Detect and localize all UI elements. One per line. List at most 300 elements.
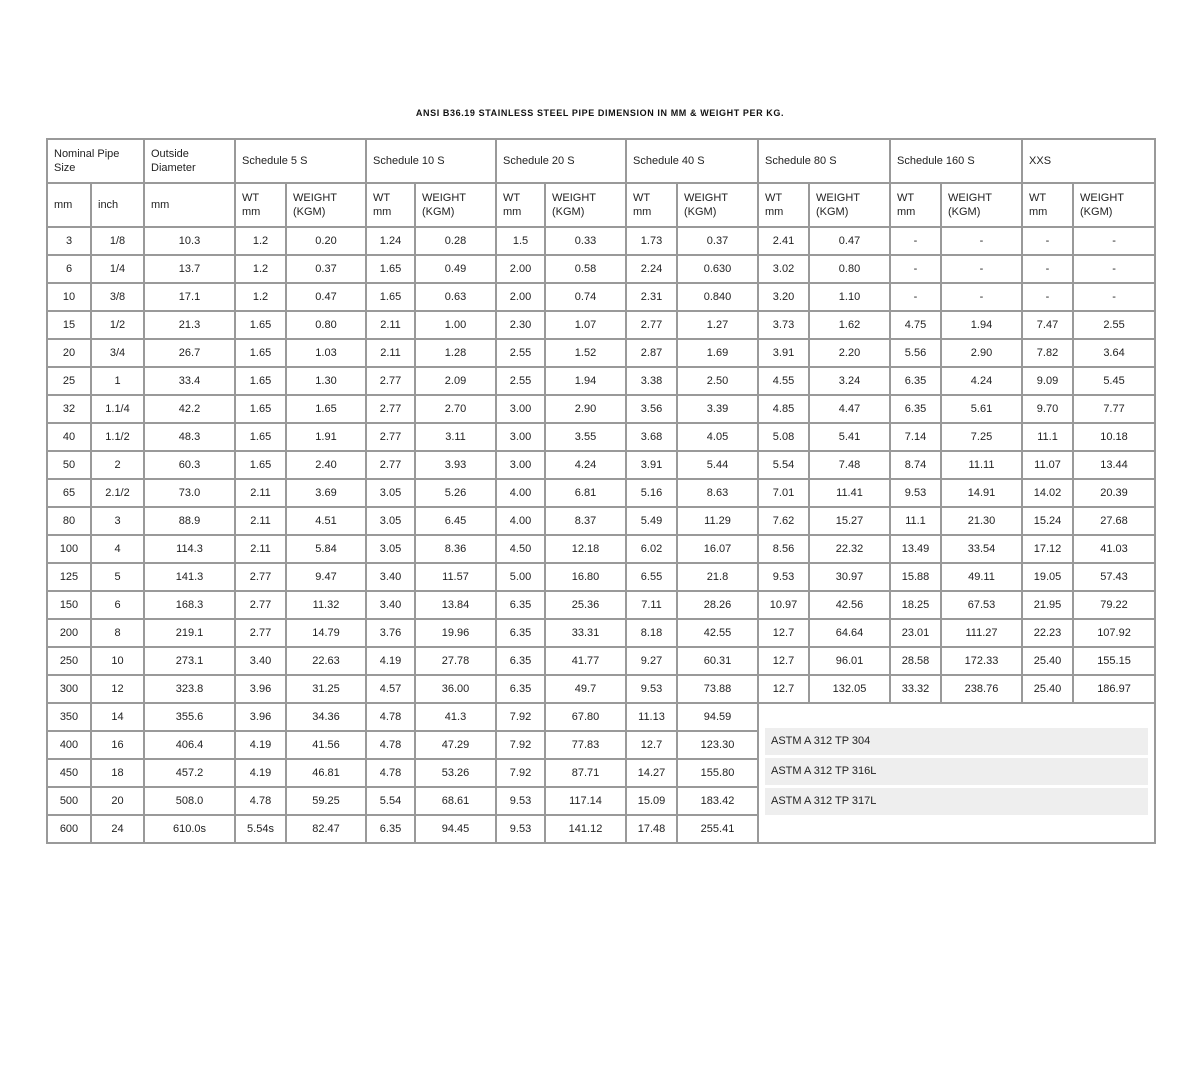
table-cell: 2.90 <box>545 395 626 423</box>
table-cell: 1.65 <box>235 367 286 395</box>
table-cell: 168.3 <box>144 591 235 619</box>
table-cell: 47.29 <box>415 731 496 759</box>
table-cell: 3.93 <box>415 451 496 479</box>
table-cell: 7.92 <box>496 731 545 759</box>
table-cell: 400 <box>47 731 91 759</box>
table-cell: 0.33 <box>545 227 626 255</box>
table-cell: 9.53 <box>626 675 677 703</box>
table-cell: 12.7 <box>758 619 809 647</box>
table-cell: 141.3 <box>144 563 235 591</box>
table-cell: 1.28 <box>415 339 496 367</box>
table-cell: 16.80 <box>545 563 626 591</box>
table-cell: 27.78 <box>415 647 496 675</box>
table-cell: - <box>1073 255 1155 283</box>
table-cell: 2.87 <box>626 339 677 367</box>
table-cell: 1/2 <box>91 311 144 339</box>
table-cell: 1.65 <box>235 451 286 479</box>
table-cell: 4.19 <box>235 759 286 787</box>
table-cell: 80 <box>47 507 91 535</box>
table-cell: 2 <box>91 451 144 479</box>
astm-specs-panel <box>758 703 1155 843</box>
schedule-5s-header: Schedule 5 S <box>235 139 366 183</box>
table-cell: 2.77 <box>235 619 286 647</box>
table-cell: 7.82 <box>1022 339 1073 367</box>
table-cell: 5.16 <box>626 479 677 507</box>
table-cell: 6.35 <box>890 367 941 395</box>
table-cell: 4.78 <box>235 787 286 815</box>
table-cell: 3.02 <box>758 255 809 283</box>
table-cell: 9.09 <box>1022 367 1073 395</box>
table-cell: 11.13 <box>626 703 677 731</box>
table-cell: 0.47 <box>286 283 366 311</box>
table-cell: 4.24 <box>545 451 626 479</box>
table-cell: 7.11 <box>626 591 677 619</box>
table-cell: 73.0 <box>144 479 235 507</box>
table-row <box>47 255 1155 283</box>
table-cell: 41.3 <box>415 703 496 731</box>
table-cell: 3.05 <box>366 479 415 507</box>
table-row <box>47 563 1155 591</box>
table-cell: 114.3 <box>144 535 235 563</box>
table-cell: 14.27 <box>626 759 677 787</box>
table-cell: 2.20 <box>809 339 890 367</box>
table-cell: 87.71 <box>545 759 626 787</box>
table-cell: 4.24 <box>941 367 1022 395</box>
table-cell: 7.25 <box>941 423 1022 451</box>
table-cell: 9.47 <box>286 563 366 591</box>
table-cell: 16.07 <box>677 535 758 563</box>
table-cell: 1.2 <box>235 255 286 283</box>
table-cell: 22.23 <box>1022 619 1073 647</box>
table-cell: 26.7 <box>144 339 235 367</box>
inch-subheader: inch <box>91 183 144 227</box>
table-cell: 6.35 <box>496 619 545 647</box>
table-cell: 2.77 <box>235 563 286 591</box>
table-cell: 1.30 <box>286 367 366 395</box>
table-cell: 1.10 <box>809 283 890 311</box>
table-cell: 610.0s <box>144 815 235 843</box>
table-cell: 300 <box>47 675 91 703</box>
table-cell: 3.20 <box>758 283 809 311</box>
table-cell: 3.40 <box>366 563 415 591</box>
table-cell: 12.7 <box>626 731 677 759</box>
table-cell: 0.80 <box>286 311 366 339</box>
table-cell: 9.70 <box>1022 395 1073 423</box>
table-cell: 6.35 <box>496 591 545 619</box>
table-cell: 3.00 <box>496 423 545 451</box>
wt-mm-subheader: WT mm <box>1022 183 1073 227</box>
table-cell: 11.57 <box>415 563 496 591</box>
table-cell: 15.27 <box>809 507 890 535</box>
table-cell: 10.97 <box>758 591 809 619</box>
table-cell: 2.24 <box>626 255 677 283</box>
table-cell: 2.77 <box>235 591 286 619</box>
table-cell: 3.73 <box>758 311 809 339</box>
table-cell: 16 <box>91 731 144 759</box>
table-row <box>47 451 1155 479</box>
table-cell: 3/4 <box>91 339 144 367</box>
table-cell: 117.14 <box>545 787 626 815</box>
table-row <box>47 619 1155 647</box>
table-cell: 6.02 <box>626 535 677 563</box>
table-row <box>47 227 1155 255</box>
table-cell: 186.97 <box>1073 675 1155 703</box>
table-cell: 49.11 <box>941 563 1022 591</box>
table-cell: 13.7 <box>144 255 235 283</box>
table-cell: 1.2 <box>235 283 286 311</box>
table-cell: 2.77 <box>366 395 415 423</box>
table-cell: 0.49 <box>415 255 496 283</box>
schedule-80s-header: Schedule 80 S <box>758 139 890 183</box>
table-cell: 4.50 <box>496 535 545 563</box>
table-cell: 2.00 <box>496 283 545 311</box>
table-cell: 14.02 <box>1022 479 1073 507</box>
table-cell: 94.45 <box>415 815 496 843</box>
table-cell: 59.25 <box>286 787 366 815</box>
table-cell: 3 <box>47 227 91 255</box>
table-cell: 40 <box>47 423 91 451</box>
table-cell: 107.92 <box>1073 619 1155 647</box>
table-cell: 11.07 <box>1022 451 1073 479</box>
table-cell: 123.30 <box>677 731 758 759</box>
table-cell: 33.4 <box>144 367 235 395</box>
table-cell: 0.58 <box>545 255 626 283</box>
table-cell: 2.00 <box>496 255 545 283</box>
table-cell: 183.42 <box>677 787 758 815</box>
table-cell: 5.54 <box>758 451 809 479</box>
table-cell: 9.53 <box>890 479 941 507</box>
table-cell: 2.55 <box>496 367 545 395</box>
table-cell: - <box>1073 283 1155 311</box>
table-cell: 88.9 <box>144 507 235 535</box>
table-cell: 5 <box>91 563 144 591</box>
table-cell: 3.55 <box>545 423 626 451</box>
wt-mm-subheader: WT mm <box>366 183 415 227</box>
table-cell: 19.05 <box>1022 563 1073 591</box>
table-cell: 33.54 <box>941 535 1022 563</box>
table-cell: 60.31 <box>677 647 758 675</box>
table-cell: 1.03 <box>286 339 366 367</box>
table-cell: 7.92 <box>496 703 545 731</box>
table-cell: 6 <box>91 591 144 619</box>
table-cell: 6.35 <box>366 815 415 843</box>
table-cell: 125 <box>47 563 91 591</box>
astm-spec-item: ASTM A 312 TP 316L <box>765 758 1148 785</box>
table-cell: 3.11 <box>415 423 496 451</box>
table-cell: 9.27 <box>626 647 677 675</box>
table-cell: 2.40 <box>286 451 366 479</box>
table-cell: 14.91 <box>941 479 1022 507</box>
table-cell: 12.18 <box>545 535 626 563</box>
table-cell: 8.63 <box>677 479 758 507</box>
table-cell: 5.08 <box>758 423 809 451</box>
table-cell: 6.35 <box>890 395 941 423</box>
table-cell: 450 <box>47 759 91 787</box>
table-cell: 1.5 <box>496 227 545 255</box>
table-cell: 77.83 <box>545 731 626 759</box>
table-cell: 5.61 <box>941 395 1022 423</box>
table-cell: 5.54 <box>366 787 415 815</box>
table-cell: 2.11 <box>366 339 415 367</box>
table-cell: - <box>890 255 941 283</box>
table-cell: 14 <box>91 703 144 731</box>
table-cell: 5.84 <box>286 535 366 563</box>
table-cell: 1.65 <box>235 395 286 423</box>
table-cell: 1.65 <box>366 283 415 311</box>
table-cell: 2.11 <box>366 311 415 339</box>
table-cell: 3.39 <box>677 395 758 423</box>
table-cell: 200 <box>47 619 91 647</box>
table-cell: 1.1/2 <box>91 423 144 451</box>
table-cell: 42.55 <box>677 619 758 647</box>
table-cell: 238.76 <box>941 675 1022 703</box>
table-row <box>47 647 1155 675</box>
document-title: ANSI B36.19 STAINLESS STEEL PIPE DIMENSION IN MM & WEIGHT PER KG. <box>415 108 785 118</box>
table-cell: 32 <box>47 395 91 423</box>
table-cell: 31.25 <box>286 675 366 703</box>
weight-kgm-subheader: WEIGHT (KGM) <box>677 183 758 227</box>
table-cell: 13.44 <box>1073 451 1155 479</box>
table-cell: 2.11 <box>235 479 286 507</box>
table-row <box>47 535 1155 563</box>
wt-mm-subheader: WT mm <box>235 183 286 227</box>
table-cell: 67.80 <box>545 703 626 731</box>
table-cell: 3/8 <box>91 283 144 311</box>
table-row <box>47 283 1155 311</box>
table-cell: 23.01 <box>890 619 941 647</box>
table-cell: 500 <box>47 787 91 815</box>
table-cell: 25.40 <box>1022 647 1073 675</box>
table-cell: 1 <box>91 367 144 395</box>
pipe-dimension-table <box>46 138 1156 844</box>
table-cell: 17.48 <box>626 815 677 843</box>
table-cell: 5.45 <box>1073 367 1155 395</box>
table-cell: 15.09 <box>626 787 677 815</box>
table-cell: 22.32 <box>809 535 890 563</box>
table-cell: 457.2 <box>144 759 235 787</box>
table-cell: 4.19 <box>235 731 286 759</box>
table-cell: 219.1 <box>144 619 235 647</box>
table-cell: 350 <box>47 703 91 731</box>
table-cell: 2.55 <box>496 339 545 367</box>
table-cell: 15.24 <box>1022 507 1073 535</box>
table-cell: 6.45 <box>415 507 496 535</box>
table-cell: 6.55 <box>626 563 677 591</box>
table-cell: 1.2 <box>235 227 286 255</box>
od-mm-subheader: mm <box>144 183 235 227</box>
outside-diameter-header: Outside Diameter <box>144 139 235 183</box>
table-cell: 4.00 <box>496 507 545 535</box>
table-cell: 65 <box>47 479 91 507</box>
table-cell: 3.96 <box>235 675 286 703</box>
table-cell: 46.81 <box>286 759 366 787</box>
table-cell: 10.18 <box>1073 423 1155 451</box>
table-cell: 12.7 <box>758 647 809 675</box>
table-cell: 1.27 <box>677 311 758 339</box>
table-cell: 7.48 <box>809 451 890 479</box>
table-cell: 7.01 <box>758 479 809 507</box>
table-cell: - <box>1022 283 1073 311</box>
table-cell: 50 <box>47 451 91 479</box>
table-cell: 4.51 <box>286 507 366 535</box>
table-cell: 172.33 <box>941 647 1022 675</box>
table-cell: 3.05 <box>366 535 415 563</box>
table-row <box>47 367 1155 395</box>
table-cell: 33.32 <box>890 675 941 703</box>
table-cell: - <box>1022 255 1073 283</box>
table-cell: 2.77 <box>366 423 415 451</box>
table-cell: 6.81 <box>545 479 626 507</box>
weight-kgm-subheader: WEIGHT (KGM) <box>415 183 496 227</box>
table-cell: 255.41 <box>677 815 758 843</box>
table-row <box>47 311 1155 339</box>
table-cell: 4.75 <box>890 311 941 339</box>
table-cell: 1.62 <box>809 311 890 339</box>
table-cell: - <box>941 283 1022 311</box>
table-row <box>47 395 1155 423</box>
table-cell: 6.35 <box>496 647 545 675</box>
table-cell: 5.41 <box>809 423 890 451</box>
table-cell: 13.84 <box>415 591 496 619</box>
table-cell: 2.11 <box>235 535 286 563</box>
table-cell: 27.68 <box>1073 507 1155 535</box>
table-cell: 2.41 <box>758 227 809 255</box>
table-cell: - <box>941 255 1022 283</box>
table-cell: 49.7 <box>545 675 626 703</box>
table-cell: 7.92 <box>496 759 545 787</box>
table-cell: 82.47 <box>286 815 366 843</box>
table-cell: 1.65 <box>235 339 286 367</box>
table-cell: 9.53 <box>496 787 545 815</box>
weight-kgm-subheader: WEIGHT (KGM) <box>809 183 890 227</box>
table-cell: 2.1/2 <box>91 479 144 507</box>
table-cell: 2.50 <box>677 367 758 395</box>
schedule-xxs-header: XXS <box>1022 139 1155 183</box>
table-cell: 25.40 <box>1022 675 1073 703</box>
table-cell: 150 <box>47 591 91 619</box>
table-cell: 20 <box>47 339 91 367</box>
table-cell: 1.07 <box>545 311 626 339</box>
table-cell: 25.36 <box>545 591 626 619</box>
table-cell: 0.20 <box>286 227 366 255</box>
table-cell: 15.88 <box>890 563 941 591</box>
table-row <box>47 339 1155 367</box>
table-cell: 7.62 <box>758 507 809 535</box>
table-cell: 5.54s <box>235 815 286 843</box>
table-cell: 4.78 <box>366 731 415 759</box>
table-cell: 20.39 <box>1073 479 1155 507</box>
table-row <box>47 591 1155 619</box>
table-cell: 18.25 <box>890 591 941 619</box>
table-cell: 3.69 <box>286 479 366 507</box>
table-cell: 3.40 <box>366 591 415 619</box>
table-cell: 3.05 <box>366 507 415 535</box>
table-cell: 4 <box>91 535 144 563</box>
table-cell: 2.09 <box>415 367 496 395</box>
schedule-160s-header: Schedule 160 S <box>890 139 1022 183</box>
table-cell: 8.56 <box>758 535 809 563</box>
table-cell: 5.44 <box>677 451 758 479</box>
table-row <box>47 703 1155 731</box>
table-cell: 41.77 <box>545 647 626 675</box>
wt-mm-subheader: WT mm <box>496 183 545 227</box>
table-cell: 8.74 <box>890 451 941 479</box>
table-cell: 2.77 <box>366 451 415 479</box>
table-cell: 14.79 <box>286 619 366 647</box>
table-cell: 2.55 <box>1073 311 1155 339</box>
table-cell: 355.6 <box>144 703 235 731</box>
table-cell: 21.30 <box>941 507 1022 535</box>
table-row <box>47 479 1155 507</box>
table-cell: 17.12 <box>1022 535 1073 563</box>
table-row <box>47 423 1155 451</box>
table-cell: 4.55 <box>758 367 809 395</box>
table-cell: 67.53 <box>941 591 1022 619</box>
table-cell: 5.49 <box>626 507 677 535</box>
table-cell: 4.19 <box>366 647 415 675</box>
table-cell: 1.52 <box>545 339 626 367</box>
table-cell: 3.91 <box>626 451 677 479</box>
table-cell: 36.00 <box>415 675 496 703</box>
table-cell: 0.74 <box>545 283 626 311</box>
table-cell: 250 <box>47 647 91 675</box>
table-cell: 1.1/4 <box>91 395 144 423</box>
table-cell: 57.43 <box>1073 563 1155 591</box>
table-cell: 11.11 <box>941 451 1022 479</box>
weight-kgm-subheader: WEIGHT (KGM) <box>545 183 626 227</box>
table-row <box>47 675 1155 703</box>
table-cell: 53.26 <box>415 759 496 787</box>
table-cell: 1.73 <box>626 227 677 255</box>
table-cell: 8.18 <box>626 619 677 647</box>
table-cell: 0.37 <box>286 255 366 283</box>
table-cell: 3.38 <box>626 367 677 395</box>
table-cell: 20 <box>91 787 144 815</box>
table-cell: 1.65 <box>366 255 415 283</box>
table-cell: 0.840 <box>677 283 758 311</box>
table-cell: 10 <box>91 647 144 675</box>
table-cell: 4.47 <box>809 395 890 423</box>
table-cell: 21.8 <box>677 563 758 591</box>
table-cell: 34.36 <box>286 703 366 731</box>
table-cell: 155.15 <box>1073 647 1155 675</box>
schedule-20s-header: Schedule 20 S <box>496 139 626 183</box>
table-cell: 7.14 <box>890 423 941 451</box>
table-cell: 1.65 <box>235 423 286 451</box>
table-cell: 64.64 <box>809 619 890 647</box>
table-cell: 111.27 <box>941 619 1022 647</box>
weight-kgm-subheader: WEIGHT (KGM) <box>286 183 366 227</box>
table-cell: 28.26 <box>677 591 758 619</box>
table-cell: 2.70 <box>415 395 496 423</box>
table-cell: 3.68 <box>626 423 677 451</box>
table-cell: 1.91 <box>286 423 366 451</box>
table-cell: 13.49 <box>890 535 941 563</box>
weight-kgm-subheader: WEIGHT (KGM) <box>941 183 1022 227</box>
table-cell: 15 <box>47 311 91 339</box>
table-cell: 21.3 <box>144 311 235 339</box>
wt-mm-subheader: WT mm <box>890 183 941 227</box>
table-cell: 2.77 <box>626 311 677 339</box>
table-cell: 1/8 <box>91 227 144 255</box>
table-cell: 19.96 <box>415 619 496 647</box>
table-cell: 1/4 <box>91 255 144 283</box>
table-cell: 0.37 <box>677 227 758 255</box>
table-cell: 406.4 <box>144 731 235 759</box>
table-cell: 0.63 <box>415 283 496 311</box>
table-cell: 11.1 <box>1022 423 1073 451</box>
table-cell: 132.05 <box>809 675 890 703</box>
